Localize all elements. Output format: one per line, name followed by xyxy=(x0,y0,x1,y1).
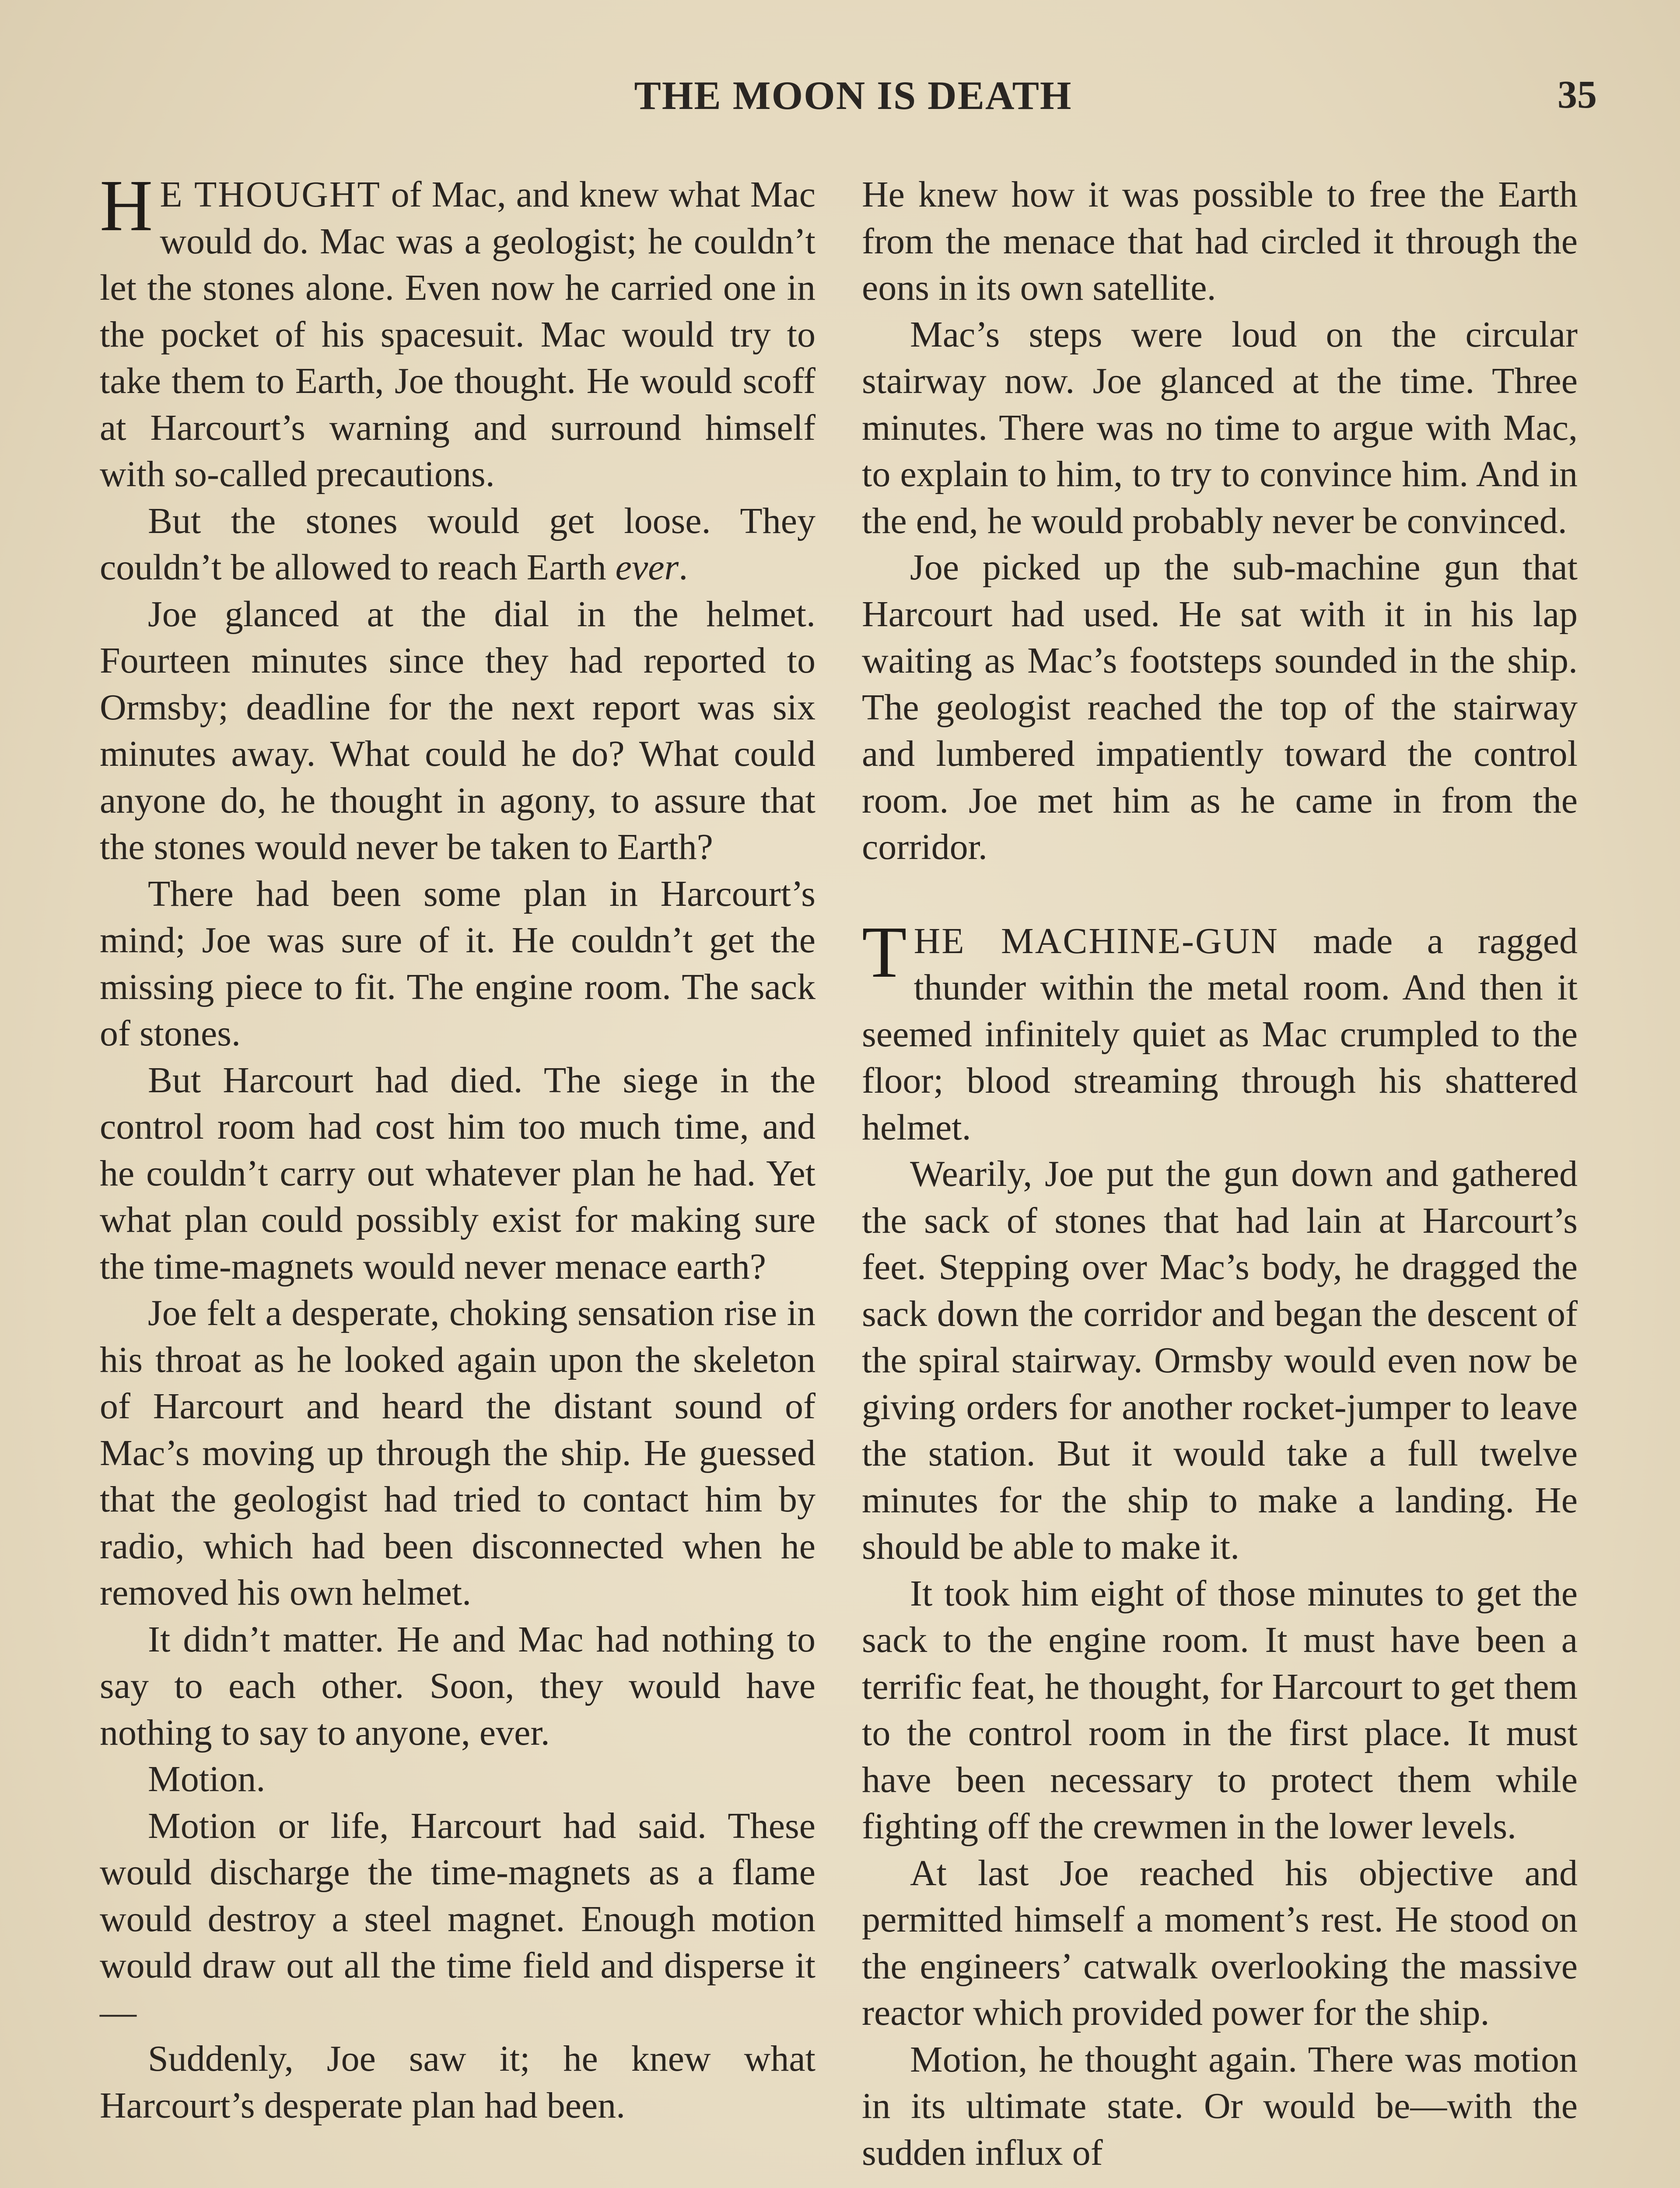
left-column xyxy=(100,165,816,2129)
paragraph: Suddenly, Joe saw it; he knew what Harcourt’s desperate plan had been. xyxy=(100,2038,816,2126)
paragraph: Motion or life, Harcourt had said. These would discharge the time-magnets as a flame would destroy a steel magnet. Enough motion would draw out all the time field and disperse it— xyxy=(100,1805,816,2033)
paragraph-text: of Mac, and knew what Mac would do. Mac was a geologist; he couldn’t let the stones alone. Even now he carried one in the pocket of his spacesuit. Mac would try to take them to Earth, Joe thought. He would scoff at Harcourt’s warning and surround himself with so-called precautions. xyxy=(100,174,816,494)
paragraph: There had been some plan in Harcourt’s mind; Joe was sure of it. He couldn’t get the missing piece to fit. The engine room. The sack of stones. xyxy=(100,873,816,1054)
paragraph: Motion, he thought again. There was motion in its ultimate state. Or would be—with the sudden influx of xyxy=(862,2039,1578,2173)
paragraph-text: made a ragged thunder within the metal room. And then it seemed infinitely quiet as Mac crumpled to the floor; blood streaming through his shattered helmet. xyxy=(862,920,1578,1148)
emphasis-text: ever xyxy=(615,547,679,588)
running-title: THE MOON IS DEATH xyxy=(634,73,1072,118)
paragraph: He knew how it was possible to free the Earth from the menace that had circled it through the eons in its own satellite. xyxy=(862,174,1578,308)
paragraph xyxy=(862,911,1578,1151)
paragraph xyxy=(100,165,816,498)
lead-in: E THOUGHT xyxy=(160,174,381,215)
right-column xyxy=(862,172,1578,2176)
paragraph-text: . xyxy=(679,547,688,588)
paragraph: Motion. xyxy=(148,1759,266,1799)
drop-cap: H xyxy=(100,165,153,246)
paragraph: Wearily, Joe put the gun down and gathered the sack of stones that had lain at Harcourt’s feet. Stepping over Mac’s body, he dragged the sack down the corridor and began the descent of the spiral stairway. Ormsby would even now be giving orders for another rocket-jumper to leave the station. But it would take a full twelve minutes for the ship to make a landing. He should be able to make it. xyxy=(862,1154,1578,1567)
paragraph xyxy=(100,498,816,591)
lead-in: HE MACHINE-GUN xyxy=(914,920,1279,961)
paragraph: But Harcourt had died. The siege in the control room had cost him too much time, and he couldn’t carry out whatever plan he had. Yet what plan could possibly exist for making sure the time-magnets would never menace earth? xyxy=(100,1059,816,1287)
paragraph-text: But the stones would get loose. They couldn’t be allowed to reach Earth xyxy=(100,500,816,588)
paragraph: At last Joe reached his objective and permitted himself a moment’s rest. He stood on the engineers’ catwalk overlooking the massive reactor which provided power for the ship. xyxy=(862,1852,1578,2033)
paragraph: Joe picked up the sub-machine gun that Harcourt had used. He sat with it in his lap waiting as Mac’s footsteps sounded in the ship. The geologist reached the top of the stairway and lumbered impatiently toward the control room. Joe met him as he came in from the corridor. xyxy=(862,547,1578,867)
paragraph: Joe glanced at the dial in the helmet. Fourteen minutes since they had reported to Ormsby; deadline for the next report was six minutes away. What could he do? What could anyone do, he thought in agony, to assure that the stones would never be taken to Earth? xyxy=(100,593,816,867)
drop-cap: T xyxy=(862,911,907,993)
paragraph: Mac’s steps were loud on the circular stairway now. Joe glanced at the time. Three minutes. There was no time to argue with Mac, to explain to him, to try to convince him. And in the end, he would probably never be convinced. xyxy=(862,314,1578,541)
paragraph: It took him eight of those minutes to get the sack to the engine room. It must have been a terrific feat, he thought, for Harcourt to get them to the control room in the first place. It must have been necessary to protect them while fighting off the crewmen in the lower levels. xyxy=(862,1573,1578,1847)
paragraph: It didn’t matter. He and Mac had nothing to say to each other. Soon, they would have nothing to say to anyone, ever. xyxy=(100,1619,816,1753)
paragraph: Joe felt a desperate, choking sensation rise in his throat as he looked again upon the skeleton of Harcourt and heard the distant sound of Mac’s moving up through the ship. He guessed that the geologist had tried to contact him by radio, which had been disconnected when he removed his own helmet. xyxy=(100,1293,816,1613)
page-number: 35 xyxy=(1558,73,1597,116)
